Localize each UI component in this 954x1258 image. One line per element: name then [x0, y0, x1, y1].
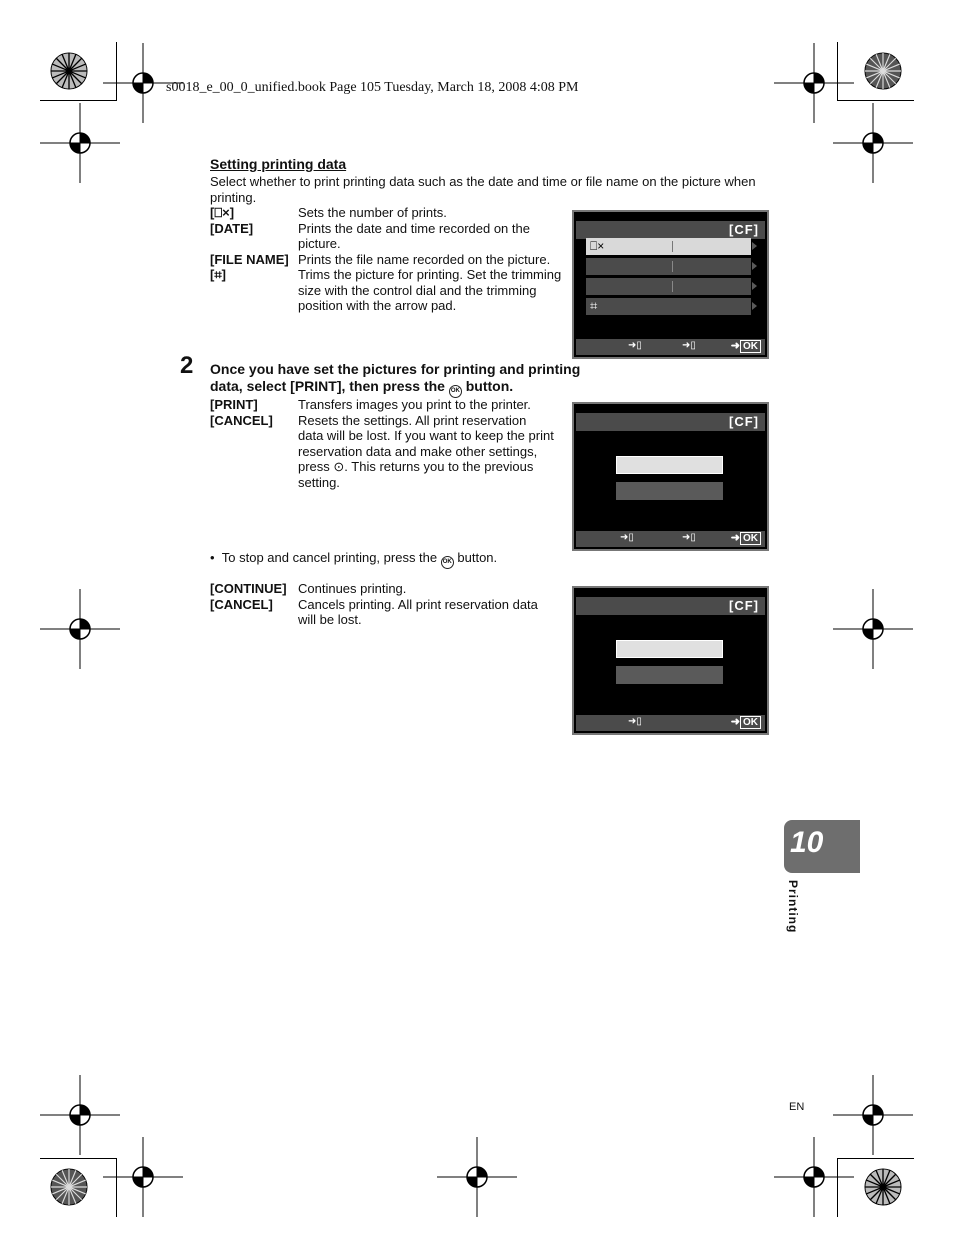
- definition-text: Continues printing.: [298, 581, 407, 596]
- registration-mark-icon: [437, 1137, 517, 1217]
- step-text: Once you have set the pictures for printing and printing data, select [PRINT], then press the: [210, 361, 581, 394]
- arrow-key-icon: ➜▯: [628, 340, 642, 351]
- definition-row: [210, 205, 570, 221]
- chapter-label: Printing: [786, 880, 800, 934]
- card-indicator: [CF]: [729, 598, 759, 613]
- menu-divider: [672, 241, 673, 252]
- ok-label: OK: [740, 716, 761, 729]
- screen-title-bar: [576, 413, 765, 431]
- color-wheel-icon: [50, 1168, 88, 1206]
- definition-list: [210, 397, 555, 490]
- arrow-key-icon: ➜▯: [682, 340, 696, 351]
- definition-row: [210, 252, 570, 268]
- registration-mark-icon: [774, 1137, 854, 1217]
- camera-screen-print-confirm: [572, 402, 769, 551]
- crop-line: [40, 100, 117, 101]
- menu-item-file-name[interactable]: [586, 278, 751, 295]
- definition-text: Sets the number of prints.: [298, 205, 447, 220]
- arrow-right-icon: [752, 242, 757, 250]
- definition-text: Trims the picture for printing. Set the trimming size with the control dial and the trimming position with the arrow pad.: [298, 267, 562, 313]
- camera-screen-print-data: [572, 210, 769, 359]
- screen-nav-bar: [576, 339, 765, 355]
- registration-mark-icon: [833, 103, 913, 183]
- option-continue[interactable]: [616, 640, 723, 658]
- step-text-end: button.: [465, 378, 514, 394]
- screen-title-bar: [576, 597, 765, 615]
- option-cancel[interactable]: [616, 666, 723, 684]
- color-wheel-icon: [864, 52, 902, 90]
- section-intro: Select whether to print printing data such as the date and time or file name on the picture when printing.: [210, 174, 756, 205]
- arrow-right-icon: [752, 282, 757, 290]
- definition-row: [210, 597, 555, 628]
- card-indicator: [CF]: [729, 414, 759, 429]
- menu-item-prints[interactable]: [586, 238, 751, 255]
- color-wheel-icon: [50, 52, 88, 90]
- definition-key: [CANCEL]: [210, 596, 273, 612]
- crop-line: [40, 1158, 117, 1159]
- ok-key-hint: ➜ OK: [731, 531, 761, 544]
- crop-line: [116, 42, 117, 101]
- definition-key: [PRINT]: [210, 397, 258, 412]
- definition-key: [DATE]: [210, 220, 254, 236]
- color-wheel-icon: [864, 1168, 902, 1206]
- arrow-right-icon: [752, 302, 757, 310]
- option-cancel[interactable]: [616, 482, 723, 500]
- crop-line: [116, 1158, 117, 1217]
- menu-divider: [672, 261, 673, 272]
- definition-row: [210, 267, 570, 314]
- definition-list: [210, 581, 555, 628]
- ok-key-hint: ➜ OK: [731, 715, 761, 728]
- screen-title-bar: [576, 221, 765, 239]
- ok-label: OK: [740, 340, 761, 353]
- card-indicator: [CF]: [729, 222, 759, 237]
- bullet-text: To stop and cancel printing, press the: [221, 550, 438, 565]
- section-title: Setting printing data: [210, 156, 347, 172]
- definition-row: [210, 397, 555, 413]
- camera-screen-continue: [572, 586, 769, 735]
- definition-row: [210, 221, 570, 252]
- definition-key: [FILE NAME]: [210, 251, 289, 267]
- definition-key: [CONTINUE]: [210, 581, 287, 596]
- step-number: 2: [180, 352, 194, 379]
- crop-line: [837, 42, 838, 101]
- trim-icon: ⌗: [590, 298, 598, 313]
- definition-text: Prints the file name recorded on the picture.: [298, 251, 551, 267]
- definition-row: [210, 413, 555, 491]
- ok-key-hint: ➜ OK: [731, 339, 761, 352]
- arrow-right-icon: [752, 262, 757, 270]
- definition-text: Cancels printing. All print reservation data will be lost.: [298, 596, 538, 627]
- bullet-dot: •: [210, 550, 222, 565]
- crop-line: [837, 100, 914, 101]
- definition-key: [⎕×]: [210, 205, 235, 220]
- definition-text: Resets the settings. All print reservation data will be lost. If you want to keep the print reservation data and make other settings, press ⊙. This returns you to the previous setting.: [298, 412, 554, 490]
- ok-button-icon: OK: [441, 556, 454, 569]
- definition-list: [210, 205, 570, 314]
- option-print[interactable]: [616, 456, 723, 474]
- language-code: EN: [789, 1101, 805, 1113]
- registration-mark-icon: [103, 1137, 183, 1217]
- menu-item-trim[interactable]: [586, 298, 751, 315]
- bullet-text-end: button.: [457, 550, 498, 565]
- definition-text: Prints the date and time recorded on the picture.: [298, 220, 530, 251]
- definition-key: [CANCEL]: [210, 412, 273, 428]
- arrow-key-icon: ➜▯: [682, 532, 696, 543]
- crop-line: [837, 1158, 914, 1159]
- registration-mark-icon: [833, 589, 913, 669]
- step-instruction: [210, 361, 610, 398]
- screen-nav-bar: [576, 531, 765, 547]
- definition-text: Transfers images you print to the printer.: [298, 397, 531, 412]
- arrow-key-icon: ➜▯: [620, 532, 634, 543]
- definition-key: [⌗]: [210, 267, 226, 282]
- registration-mark-icon: [40, 103, 120, 183]
- definition-row: [210, 581, 555, 597]
- ok-label: OK: [740, 532, 761, 545]
- menu-item-date[interactable]: [586, 258, 751, 275]
- bullet-note: [210, 550, 497, 569]
- print-count-icon: ⎕×: [590, 239, 605, 253]
- menu-divider: [672, 281, 673, 292]
- chapter-number: 10: [790, 826, 824, 859]
- registration-mark-icon: [40, 589, 120, 669]
- arrow-key-icon: ➜▯: [628, 716, 642, 727]
- running-head: s0018_e_00_0_unified.book Page 105 Tuesday, March 18, 2008 4:08 PM: [166, 80, 579, 95]
- crop-line: [837, 1158, 838, 1217]
- screen-nav-bar: [576, 715, 765, 731]
- ok-button-icon: OK: [449, 385, 462, 398]
